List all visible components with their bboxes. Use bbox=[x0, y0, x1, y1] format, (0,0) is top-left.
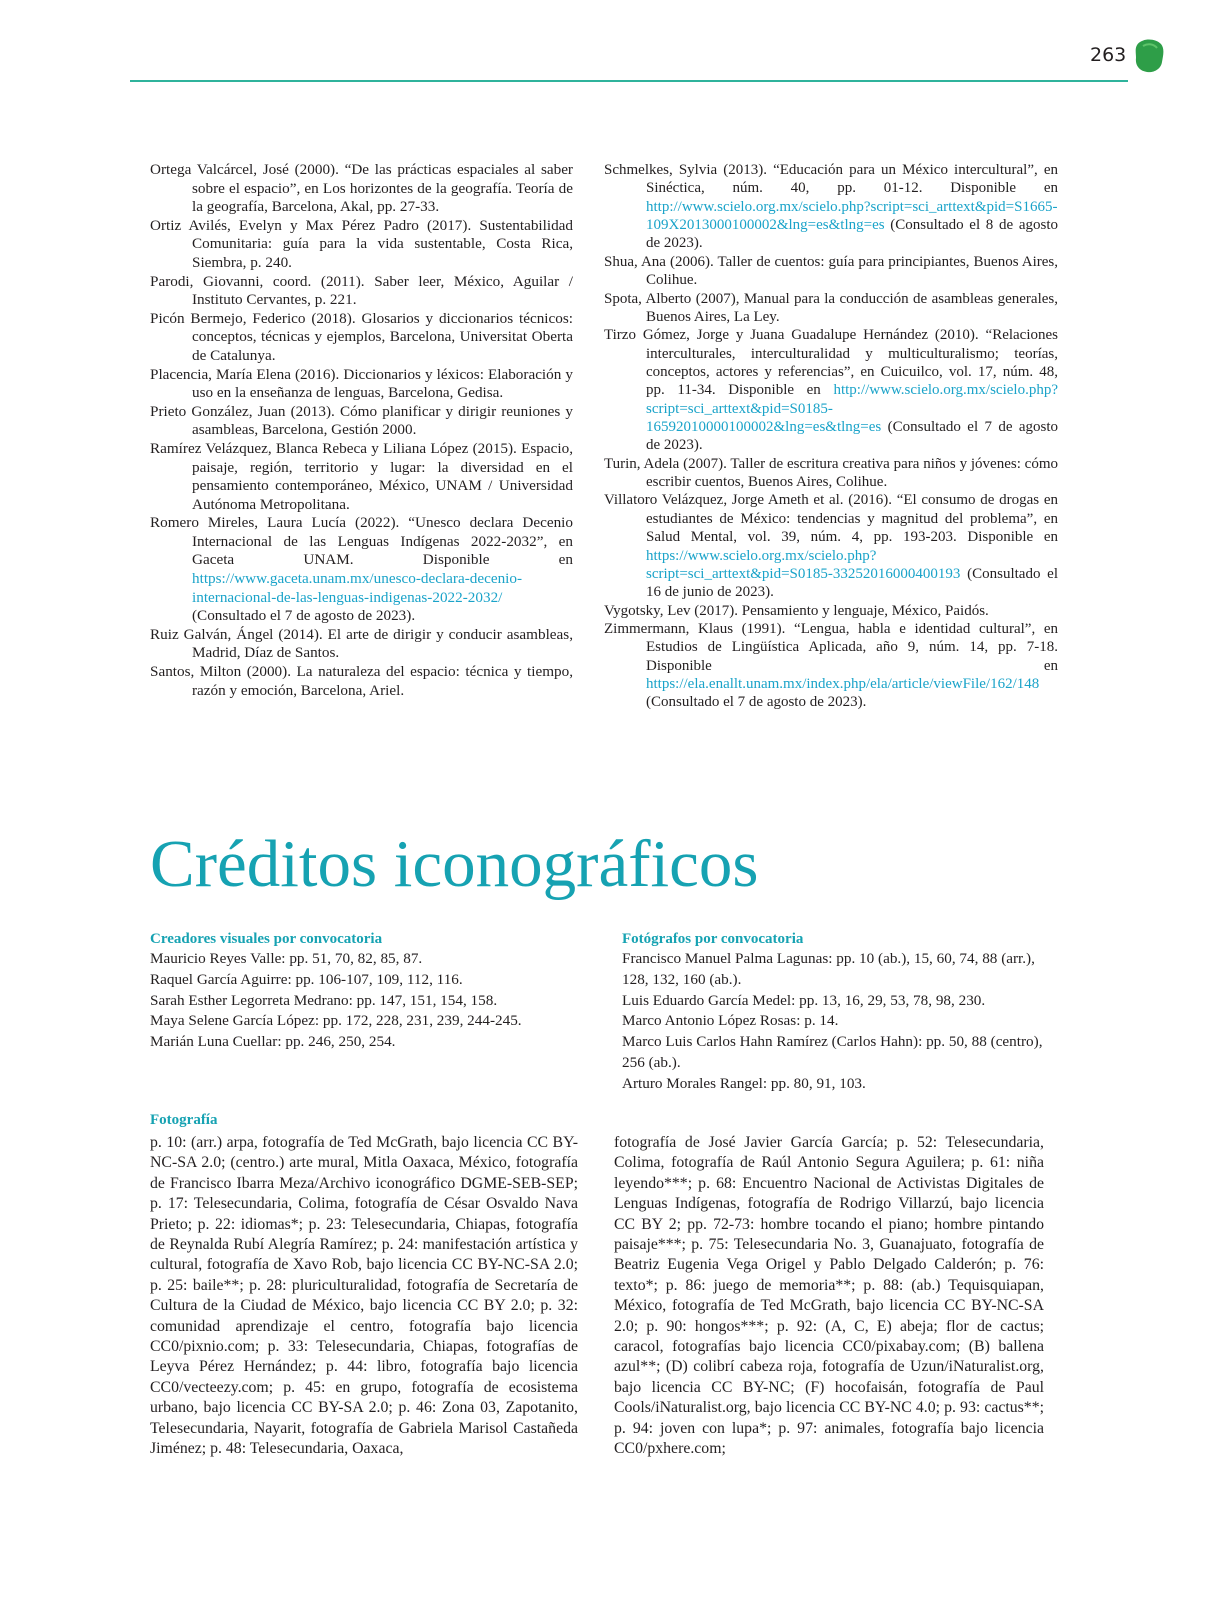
reference-entry: Villatoro Velázquez, Jorge Ameth et al. (2016). “El consumo de drogas en estudiantes de México: tendencias y magnitud del problema”, en Salud Mental, vol. 39, núm. 4, pp. 193-203. Disponible en https://www.scielo.org.mx/scielo.php?script=sci_arttext&pid=S0185-33252016000400193 (Consultado el 16 de junio de 2023). bbox=[604, 492, 1058, 601]
reference-entry: Santos, Milton (2000). La naturaleza del espacio: técnica y tiempo, razón y emoción, Barcelona, Ariel. bbox=[150, 663, 573, 699]
reference-entry: Spota, Alberto (2007), Manual para la conducción de asambleas generales, Buenos Aires, La Ley. bbox=[604, 290, 1058, 325]
reference-entry: Parodi, Giovanni, coord. (2011). Saber leer, México, Aguilar / Instituto Cervantes, p. 221. bbox=[150, 272, 573, 309]
photographers-heading: Fotógrafos por convocatoria bbox=[622, 931, 804, 947]
reference-entry: Ortiz Avilés, Evelyn y Max Pérez Padro (2017). Sustentabilidad Comunitaria: guía para la vida sustentable, Costa Rica, Siembra, p. 240. bbox=[150, 216, 573, 271]
reference-entry: Ortega Valcárcel, José (2000). “De las prácticas espaciales al saber sobre el espacio”, en Los horizontes de la geografía. Teoría de la geografía, Barcelona, Akal, pp. 27-33. bbox=[150, 161, 573, 216]
reference-entry: Placencia, María Elena (2016). Diccionarios y léxicos: Elaboración y uso en la enseñanza de lenguas, Barcelona, Gedisa. bbox=[150, 365, 573, 402]
photographers-block bbox=[622, 930, 1052, 1095]
photography-text-right: fotografía de José Javier García García; p. 52: Telesecundaria, Colima, fotografía de Raúl Antonio Segura Aguilera; p. 61: niña leyendo***; p. 68: Encuentro Nacional de Activistas Digitales de Lenguas Indígenas, fotografía de Rodrigo Villarzú, bajo licencia CC BY 2; pp. 72-73: hombre tocando el piano; hombre pintando paisaje***; p. 75: Telesecundaria No. 3, Guanajuato, fotografía de Beatriz Eugenia Vega Origel y Pablo Delgado Calderón; p. 76: texto*; p. 86: juego de memoria**; p. 88: (ab.) Tequisquiapan, México, fotografía de Ted McGrath, bajo licencia CC BY-NC-SA 2.0; p. 90: hongos***; p. 92: (A, C, E) abeja; flor de cactus; caracol, fotografías bajo licencia CC0/pixabay.com; (B) ballena azul**; (D) colibrí cabeza roja, fotografía de Uzun/iNaturalist.org, bajo licencia CC BY-NC; (F) hocofaisán, fotografía de Paul Cools/iNaturalist.org, bajo licencia CC BY-NC 4.0; p. 93: cactus**; p. 94: joven con lupa*; p. 97: animales, fotografía bajo licencia CC0/pxhere.com; bbox=[614, 1134, 1044, 1458]
photography-heading: Fotografía bbox=[150, 1112, 218, 1128]
reference-entry: Schmelkes, Sylvia (2013). “Educación para un México intercultural”, en Sinéctica, núm. 40, pp. 01-12. Disponible en http://www.scielo.org.mx/scielo.php?script=sci_arttext&pid=S1665-109X2013000100002&lng=es&tlng=es (Consultado el 8 de agosto de 2023). bbox=[604, 162, 1058, 252]
credit-line: Marián Luna Cuellar: pp. 246, 250, 254. bbox=[150, 1033, 396, 1051]
credit-line: Mauricio Reyes Valle: pp. 51, 70, 82, 85, 87. bbox=[150, 950, 423, 967]
credit-line: Sarah Esther Legorreta Medrano: pp. 147, 151, 154, 158. bbox=[150, 991, 498, 1009]
reference-entry: Tirzo Gómez, Jorge y Juana Guadalupe Hernández (2010). “Relaciones interculturales, interculturalidad y multiculturalismo; teorías, conceptos, actores y referencias”, en Cuicuilco, vol. 17, núm. 48, pp. 11-34. Disponible en http://www.scielo.org.mx/scielo.php?script=sci_arttext&pid=S0185-16592010000100002&lng=es&tlng=es (Consultado el 7 de agosto de 2023). bbox=[604, 327, 1058, 454]
reference-entry: Picón Bermejo, Federico (2018). Glosarios y diccionarios técnicos: conceptos, técnicas y ejemplos, Barcelona, Universitat Oberta de Catalunya. bbox=[150, 309, 573, 364]
credit-line: Arturo Morales Rangel: pp. 80, 91, 103. bbox=[622, 1074, 866, 1092]
green-blob-icon bbox=[1134, 38, 1164, 74]
references-left-column bbox=[150, 161, 573, 700]
reference-entry: Prieto González, Juan (2013). Cómo planificar y dirigir reuniones y asambleas, Barcelona, Gestión 2000. bbox=[150, 402, 573, 439]
credit-line: Francisco Manuel Palma Lagunas: pp. 10 (ab.), 15, 60, 74, 88 (arr.), 128, 132, 160 (ab.). bbox=[622, 950, 1035, 988]
reference-link[interactable]: http://www.scielo.org.mx/scielo.php?script=sci_arttext&pid=S0185-16592010000100002&lng=es&tlng=es bbox=[646, 382, 1058, 436]
reference-link[interactable]: https://ela.enallt.unam.mx/index.php/ela/article/viewFile/162/148 bbox=[646, 676, 1040, 693]
reference-entry: Shua, Ana (2006). Taller de cuentos: guía para principiantes, Buenos Aires, Colihue. bbox=[604, 253, 1058, 289]
reference-link[interactable]: https://www.scielo.org.mx/scielo.php?script=sci_arttext&pid=S0185-33252016000400193 bbox=[646, 547, 961, 582]
header-rule bbox=[130, 80, 1128, 82]
credit-line: Luis Eduardo García Medel: pp. 13, 16, 29, 53, 78, 98, 230. bbox=[622, 991, 986, 1009]
reference-entry: Zimmermann, Klaus (1991). “Lengua, habla e identidad cultural”, en Estudios de Lingüística Aplicada, año 9, núm. 14, pp. 7-18. Disponible en https://ela.enallt.unam.mx/index.php/ela/article/viewFile/162/148 (Consultado el 7 de agosto de 2023). bbox=[604, 620, 1058, 711]
reference-entry: Vygotsky, Lev (2017). Pensamiento y lenguaje, México, Paidós. bbox=[604, 602, 989, 619]
visual-creators-block bbox=[150, 930, 600, 1053]
reference-entry: Romero Mireles, Laura Lucía (2022). “Unesco declara Decenio Internacional de las Lenguas Indígenas 2022-2032”, en Gaceta UNAM. Disponible en https://www.gaceta.unam.mx/unesco-declara-decenio-internacional-de-las-lenguas-indigenas-2022-2032/ (Consultado el 7 de agosto de 2023). bbox=[150, 514, 573, 625]
credit-line: Marco Luis Carlos Hahn Ramírez (Carlos Hahn): pp. 50, 88 (centro), 256 (ab.). bbox=[622, 1033, 1043, 1071]
reference-entry: Ramírez Velázquez, Blanca Rebeca y Liliana López (2015). Espacio, paisaje, región, territorio y lugar: la diversidad en el pensamiento contemporáneo, México, UNAM / Universidad Autónoma Metropolitana. bbox=[150, 439, 573, 513]
reference-link[interactable]: http://www.scielo.org.mx/scielo.php?script=sci_arttext&pid=S1665-109X2013000100002&lng=es&tlng=es bbox=[646, 198, 1058, 234]
reference-link[interactable]: https://www.gaceta.unam.mx/unesco-declara-decenio-internacional-de-las-lenguas-indigenas-2022-2032/ bbox=[192, 570, 523, 606]
reference-entry: Ruiz Galván, Ángel (2014). El arte de dirigir y conducir asambleas, Madrid, Díaz de Santos. bbox=[150, 625, 573, 662]
credit-line: Raquel García Aguirre: pp. 106-107, 109, 112, 116. bbox=[150, 970, 463, 988]
page-number: 263 bbox=[1090, 44, 1127, 66]
section-title: Créditos iconográficos bbox=[150, 827, 759, 901]
credit-line: Maya Selene García López: pp. 172, 228, 231, 239, 244-245. bbox=[150, 1012, 522, 1030]
reference-entry: Turin, Adela (2007). Taller de escritura creativa para niños y jóvenes: cómo escribir cuentos, Buenos Aires, Colihue. bbox=[604, 455, 1058, 491]
visual-creators-heading: Creadores visuales por convocatoria bbox=[150, 931, 383, 947]
photography-text-left: p. 10: (arr.) arpa, fotografía de Ted McGrath, bajo licencia CC BY- NC-SA 2.0; (centro.) arte mural, Mitla Oaxaca, México, fotografía de Francisco Ibarra Meza/Archivo iconográfico DGME-SEB-SEP; p. 17: Telesecundaria, Colima, fotografía de César Osvaldo Nava Prieto; p. 22: idiomas*; p. 23: Telesecundaria, Chiapas, fotografía de Reynalda Rubí Alegría Ramírez; p. 24: manifestación artística y cultural, fotografía de Xavo Rob, bajo licencia CC BY-NC-SA 2.0; p. 25: baile**; p. 28: pluriculturalidad, fotografía de Secretaría de Cultura de la Ciudad de México, bajo licencia CC BY 2.0; p. 32: comunidad aprendizaje el centro, fotografía bajo licencia CC0/pixnio.com; p. 33: Telesecundaria, Chiapas, fotografías de Leyva Pérez Hernández; p. 44: libro, fotografía bajo licencia CC0/vecteezy.com; p. 45: en grupo, fotografía de ecosistema urbano, bajo licencia CC BY-SA 2.0; p. 46: Zona 03, Zapotanito, Telesecundaria, Nayarit, fotografía de Gabriela Marisol Castañeda Jiménez; p. 48: Telesecundaria, Oaxaca, bbox=[150, 1134, 578, 1458]
credit-line: Marco Antonio López Rosas: p. 14. bbox=[622, 1012, 839, 1030]
references-right-column bbox=[604, 161, 1058, 712]
